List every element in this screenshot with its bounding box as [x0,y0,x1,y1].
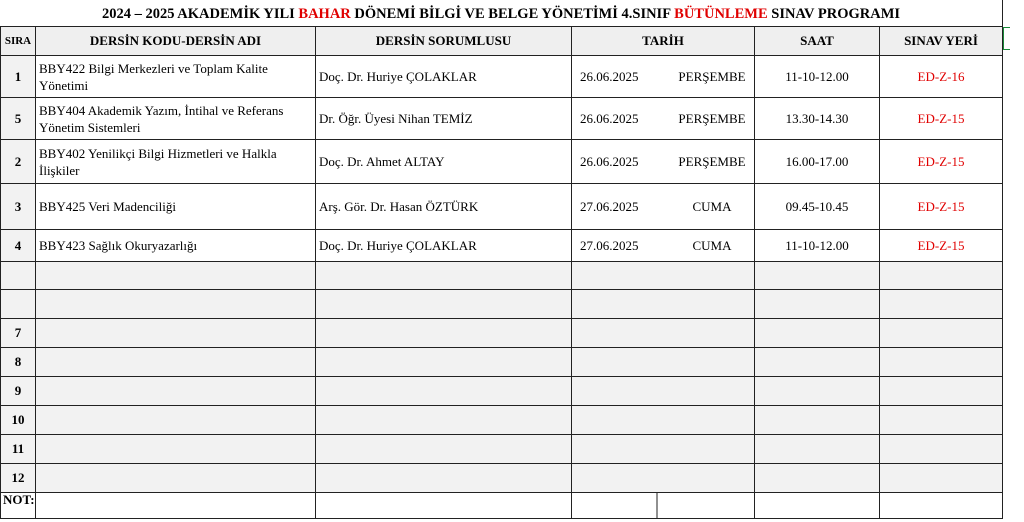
empty-cell[interactable] [316,348,572,377]
empty-cell[interactable] [316,406,572,435]
table-row[interactable] [1,406,1003,435]
room-cell[interactable]: ED-Z-15 [880,140,1003,184]
date-cell[interactable] [572,98,755,140]
header-course: DERSİN KODU-DERSİN ADI [36,27,316,56]
empty-cell[interactable] [755,348,880,377]
empty-cell[interactable] [572,290,755,319]
empty-cell[interactable] [572,435,755,464]
empty-cell[interactable] [572,319,755,348]
table-row[interactable] [1,140,1003,184]
empty-cell[interactable] [880,406,1003,435]
row-number: 9 [1,377,36,406]
empty-cell[interactable] [880,377,1003,406]
empty-cell[interactable] [36,464,316,493]
row-number: 2 [1,140,36,184]
course-cell[interactable]: BBY425 Veri Madenciliği [36,184,316,230]
empty-cell[interactable] [36,348,316,377]
exam-day: CUMA [692,198,732,214]
row-number: 7 [1,319,36,348]
empty-cell[interactable] [316,464,572,493]
row-number: 3 [1,184,36,230]
exam-day: PERŞEMBE [678,110,746,126]
date-cell[interactable] [572,184,755,230]
exam-day: PERŞEMBE [678,68,746,84]
responsible-cell[interactable]: Doç. Dr. Ahmet ALTAY [316,140,572,184]
note-cell[interactable] [36,493,316,519]
row-number [1,262,36,290]
page-title: 2024 – 2025 AKADEMİK YILI BAHAR DÖNEMİ BİLGİ VE BELGE YÖNETİMİ 4.SINIF BÜTÜNLEME SINAV PROGRAMI [101,6,901,22]
time-cell[interactable]: 11-10-12.00 [755,230,880,262]
responsible-cell[interactable]: Doç. Dr. Huriye ÇOLAKLAR [316,230,572,262]
row-number: 11 [1,435,36,464]
table-row[interactable] [1,98,1003,140]
empty-cell[interactable] [316,319,572,348]
room-cell[interactable]: ED-Z-15 [880,184,1003,230]
empty-cell[interactable] [755,377,880,406]
empty-cell[interactable] [755,464,880,493]
empty-cell[interactable] [572,406,755,435]
exam-date: 26.06.2025 [580,153,639,169]
row-number: 5 [1,98,36,140]
exam-day: PERŞEMBE [678,153,746,169]
empty-cell[interactable] [316,290,572,319]
table-row[interactable] [1,435,1003,464]
row-number: 10 [1,406,36,435]
empty-cell[interactable] [572,464,755,493]
empty-cell[interactable] [755,262,880,290]
date-cell[interactable] [572,140,755,184]
responsible-cell[interactable]: Doç. Dr. Huriye ÇOLAKLAR [316,56,572,98]
exam-date: 27.06.2025 [580,237,639,253]
responsible-cell[interactable]: Dr. Öğr. Üyesi Nihan TEMİZ [316,98,572,140]
course-cell[interactable]: BBY422 Bilgi Merkezleri ve Toplam Kalite Yönetimi [36,56,316,98]
empty-cell[interactable] [36,262,316,290]
room-cell[interactable]: ED-Z-15 [880,230,1003,262]
exam-date: 26.06.2025 [580,68,639,84]
date-cell[interactable] [572,56,755,98]
room-cell[interactable]: ED-Z-15 [880,98,1003,140]
header-time: SAAT [755,27,880,56]
note-cell[interactable] [755,493,880,519]
table-row[interactable] [1,290,1003,319]
header-sira: SIRA [1,27,36,56]
empty-cell[interactable] [572,348,755,377]
table-row[interactable] [1,348,1003,377]
table-row[interactable] [1,230,1003,262]
header-responsible: DERSİN SORUMLUSU [316,27,572,56]
exam-schedule-table [0,26,1003,519]
empty-cell[interactable] [316,435,572,464]
empty-cell[interactable] [880,262,1003,290]
empty-cell[interactable] [36,406,316,435]
row-number: 1 [1,56,36,98]
table-row[interactable] [1,319,1003,348]
note-cell[interactable] [880,493,1003,519]
empty-cell[interactable] [572,262,755,290]
time-cell[interactable]: 09.45-10.45 [755,184,880,230]
empty-cell[interactable] [880,464,1003,493]
note-label: NOT: [1,493,36,519]
course-cell[interactable]: BBY404 Akademik Yazım, İntihal ve Referans Yönetim Sistemleri [36,98,316,140]
exam-day: CUMA [692,237,732,253]
empty-cell[interactable] [880,348,1003,377]
header-room: SINAV YERİ [880,27,1003,56]
course-cell[interactable]: BBY423 Sağlık Okuryazarlığı [36,230,316,262]
responsible-cell[interactable]: Arş. Gör. Dr. Hasan ÖZTÜRK [316,184,572,230]
empty-cell[interactable] [36,377,316,406]
row-number [1,290,36,319]
empty-cell[interactable] [880,290,1003,319]
note-cell[interactable] [316,493,572,519]
empty-cell[interactable] [755,406,880,435]
time-cell[interactable]: 11-10-12.00 [755,56,880,98]
row-number: 12 [1,464,36,493]
table-row[interactable] [1,377,1003,406]
empty-cell[interactable] [880,435,1003,464]
empty-cell[interactable] [36,435,316,464]
header-row [1,27,1003,56]
semester-label: BAHAR [298,6,351,22]
empty-cell[interactable] [755,290,880,319]
exam-date: 27.06.2025 [580,198,639,214]
empty-cell[interactable] [755,319,880,348]
empty-cell[interactable] [316,262,572,290]
room-cell[interactable]: ED-Z-16 [880,56,1003,98]
note-row [1,493,1003,519]
empty-cell[interactable] [880,319,1003,348]
row-number: 4 [1,230,36,262]
table-row[interactable] [1,56,1003,98]
exam-type-label: BÜTÜNLEME [674,6,768,22]
exam-date: 26.06.2025 [580,110,639,126]
row-number: 8 [1,348,36,377]
header-date: TARİH [572,27,755,56]
date-cell[interactable] [572,230,755,262]
empty-cell[interactable] [316,377,572,406]
table-row[interactable] [1,262,1003,290]
note-cell[interactable] [572,493,755,519]
time-cell[interactable]: 16.00-17.00 [755,140,880,184]
course-cell[interactable]: BBY402 Yenilikçi Bilgi Hizmetleri ve Halkla İlişkiler [36,140,316,184]
empty-cell[interactable] [755,435,880,464]
empty-cell[interactable] [572,377,755,406]
empty-cell[interactable] [36,290,316,319]
empty-cell[interactable] [36,319,316,348]
table-row[interactable] [1,184,1003,230]
table-row[interactable] [1,464,1003,493]
time-cell[interactable]: 13.30-14.30 [755,98,880,140]
selected-cell-indicator [1003,27,1010,50]
sheet-column-divider [1002,0,1003,26]
